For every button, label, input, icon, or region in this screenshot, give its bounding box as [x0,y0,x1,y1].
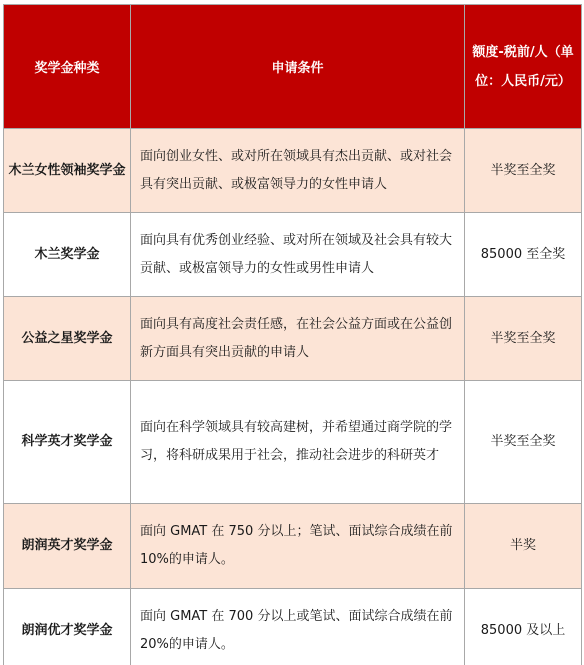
header-condition: 申请条件 [131,5,465,129]
table-row [4,297,582,381]
scholarship-condition: 面向 GMAT 在 750 分以上；笔试、面试综合成绩在前 10%的申请人。 [131,504,465,589]
scholarship-name: 科学英才奖学金 [4,381,131,504]
scholarship-name: 木兰女性领袖奖学金 [4,129,131,213]
scholarship-condition: 面向创业女性、或对所在领域具有杰出贡献、或对社会具有突出贡献、或极富领导力的女性申请人 [131,129,465,213]
scholarship-name: 公益之星奖学金 [4,297,131,381]
scholarship-amount: 半奖至全奖 [465,129,582,213]
scholarship-name: 朗润英才奖学金 [4,504,131,589]
scholarship-table [3,4,582,665]
header-row [4,5,582,129]
scholarship-amount: 半奖 [465,504,582,589]
scholarship-condition: 面向具有高度社会责任感，在社会公益方面或在公益创新方面具有突出贡献的申请人 [131,297,465,381]
header-amount: 额度-税前/人（单位：人民币/元） [465,5,582,129]
table-row [4,213,582,297]
scholarship-amount: 半奖至全奖 [465,297,582,381]
scholarship-name: 木兰奖学金 [4,213,131,297]
table-header [4,5,582,129]
scholarship-name: 朗润优才奖学金 [4,589,131,665]
scholarship-amount: 半奖至全奖 [465,381,582,504]
scholarship-condition: 面向具有优秀创业经验、或对所在领域及社会具有较大贡献、或极富领导力的女性或男性申请人 [131,213,465,297]
scholarship-condition: 面向在科学领域具有较高建树，并希望通过商学院的学习，将科研成果用于社会，推动社会进步的科研英才 [131,381,465,504]
scholarship-amount: 85000 及以上 [465,589,582,665]
table-body [4,129,582,665]
table-row [4,504,582,589]
table-row [4,129,582,213]
scholarship-condition: 面向 GMAT 在 700 分以上或笔试、面试综合成绩在前 20%的申请人。 [131,589,465,665]
header-scholarship-type: 奖学金种类 [4,5,131,129]
table-row [4,381,582,504]
table-row [4,589,582,665]
scholarship-amount: 85000 至全奖 [465,213,582,297]
